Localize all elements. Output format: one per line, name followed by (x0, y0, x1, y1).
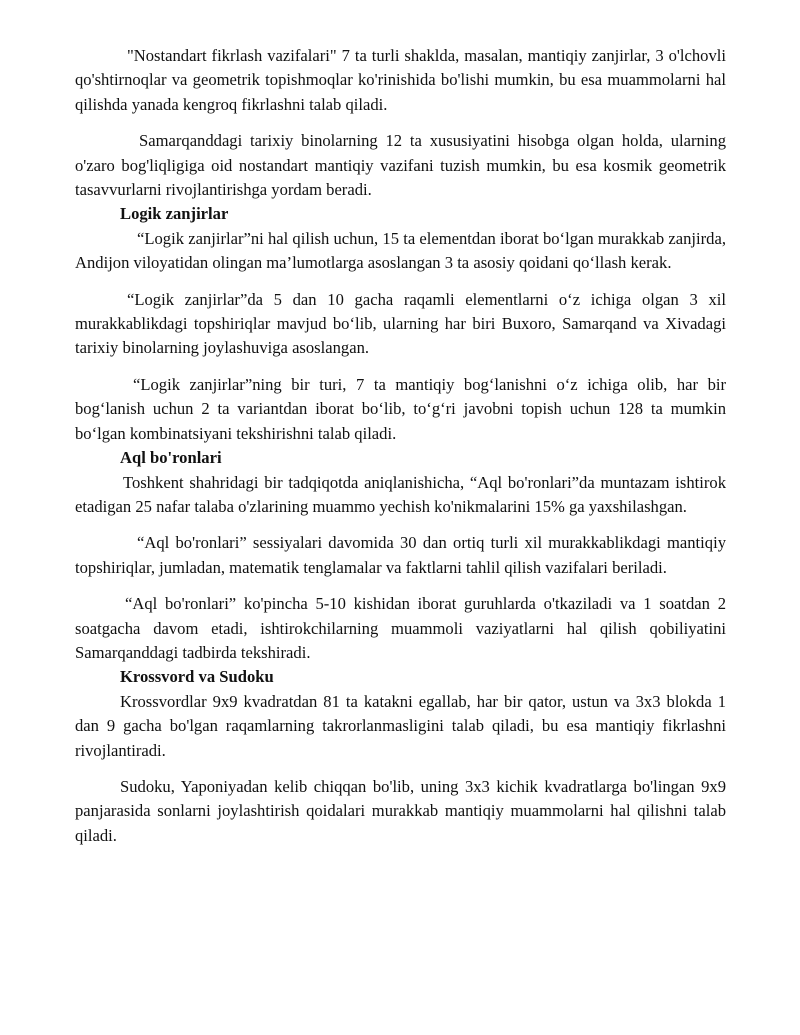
section-heading-aql: Aql bo'ronlari (120, 448, 222, 468)
logik-paragraph-1: “Logik zanjirlar”ni hal qilish uchun, 15 ta elementdan iborat bo‘lgan murakkab zanjirda, Andijon viloyatidan olingan ma’lumotlarga asoslangan 3 ta asosiy qoidani qo‘llash kerak. (75, 228, 726, 273)
logik-paragraph-3: “Logik zanjirlar”ning bir turi, 7 ta mantiqiy bog‘lanishni o‘z ichiga olib, har bir bog‘lanish uchun 2 ta variantdan iborat bo‘lib, to‘g‘ri javobni topish uchun 128 ta mumkin bo‘lgan kombinatsiyani tekshirishni talab qiladi. (75, 374, 726, 443)
document-page (75, 44, 726, 848)
section-heading-krossvord: Krossvord va Sudoku (120, 667, 274, 687)
krossvord-paragraph-1: Krossvordlar 9x9 kvadratdan 81 ta katakni egallab, har bir qator, ustun va 3x3 blokda 1 dan 9 gacha bo'lgan raqamlarning takrorlanmasligini talab qiladi, bu esa mantiqiy fikrlashni rivojlantiradi. (75, 691, 726, 760)
logik-paragraph-2: “Logik zanjirlar”da 5 dan 10 gacha raqamli elementlarni o‘z ichiga olgan 3 xil murakkablikdagi topshiriqlar mavjud bo‘lib, ularning har biri Buxoro, Samarqand va Xivadagi tarixiy binolarning joylashuviga asoslangan. (75, 289, 726, 358)
section-heading-logik: Logik zanjirlar (120, 204, 229, 224)
intro-paragraph-2: Samarqanddagi tarixiy binolarning 12 ta xususiyatini hisobga olgan holda, ularning o'zaro bog'liqligiga oid nostandart mantiqiy vazifani tuzish mumkin, bu esa kosmik geometrik tasavvurlarni rivojlantirishga yordam beradi. (75, 131, 726, 200)
aql-paragraph-1: Toshkent shahridagi bir tadqiqotda aniqlanishicha, “Aql bo'ronlari”da muntazam ishtirok etadigan 25 nafar talaba o'zlarining muammo yechish ko'nikmalarini 15% ga yaxshilashgan. (75, 472, 726, 516)
intro-paragraph-1: "Nostandart fikrlash vazifalari" 7 ta turli shaklda, masalan, mantiqiy zanjirlar, 3 o'lchovli qo'shtirnoqlar va geometrik topishmoqlar ko'rinishida bo'lishi mumkin, bu esa muammolarni hal qilishda yanada kengroq fikrlashni talab qiladi. (75, 46, 726, 114)
aql-paragraph-3: “Aql bo'ronlari” ko'pincha 5-10 kishidan iborat guruhlarda o'tkaziladi va 1 soatdan 2 soatgacha davom etadi, ishtirokchilarning muammoli vaziyatlarni hal qilish qobiliyatini Samarqanddagi tadbirda tekshiradi. (75, 594, 726, 662)
aql-paragraph-2: “Aql bo'ronlari” sessiyalari davomida 30 dan ortiq turli xil murakkablikdagi mantiqiy topshiriqlar, jumladan, matematik tenglamalar va faktlarni tahlil qilish vazifalari beriladi. (75, 533, 726, 577)
krossvord-paragraph-2: Sudoku, Yaponiyadan kelib chiqqan bo'lib, uning 3x3 kichik kvadratlarga bo'lingan 9x9 panjarasida sonlarni joylashtirish qoidalari murakkab mantiqiy muammolarni hal qilishni talab qiladi. (75, 776, 726, 845)
